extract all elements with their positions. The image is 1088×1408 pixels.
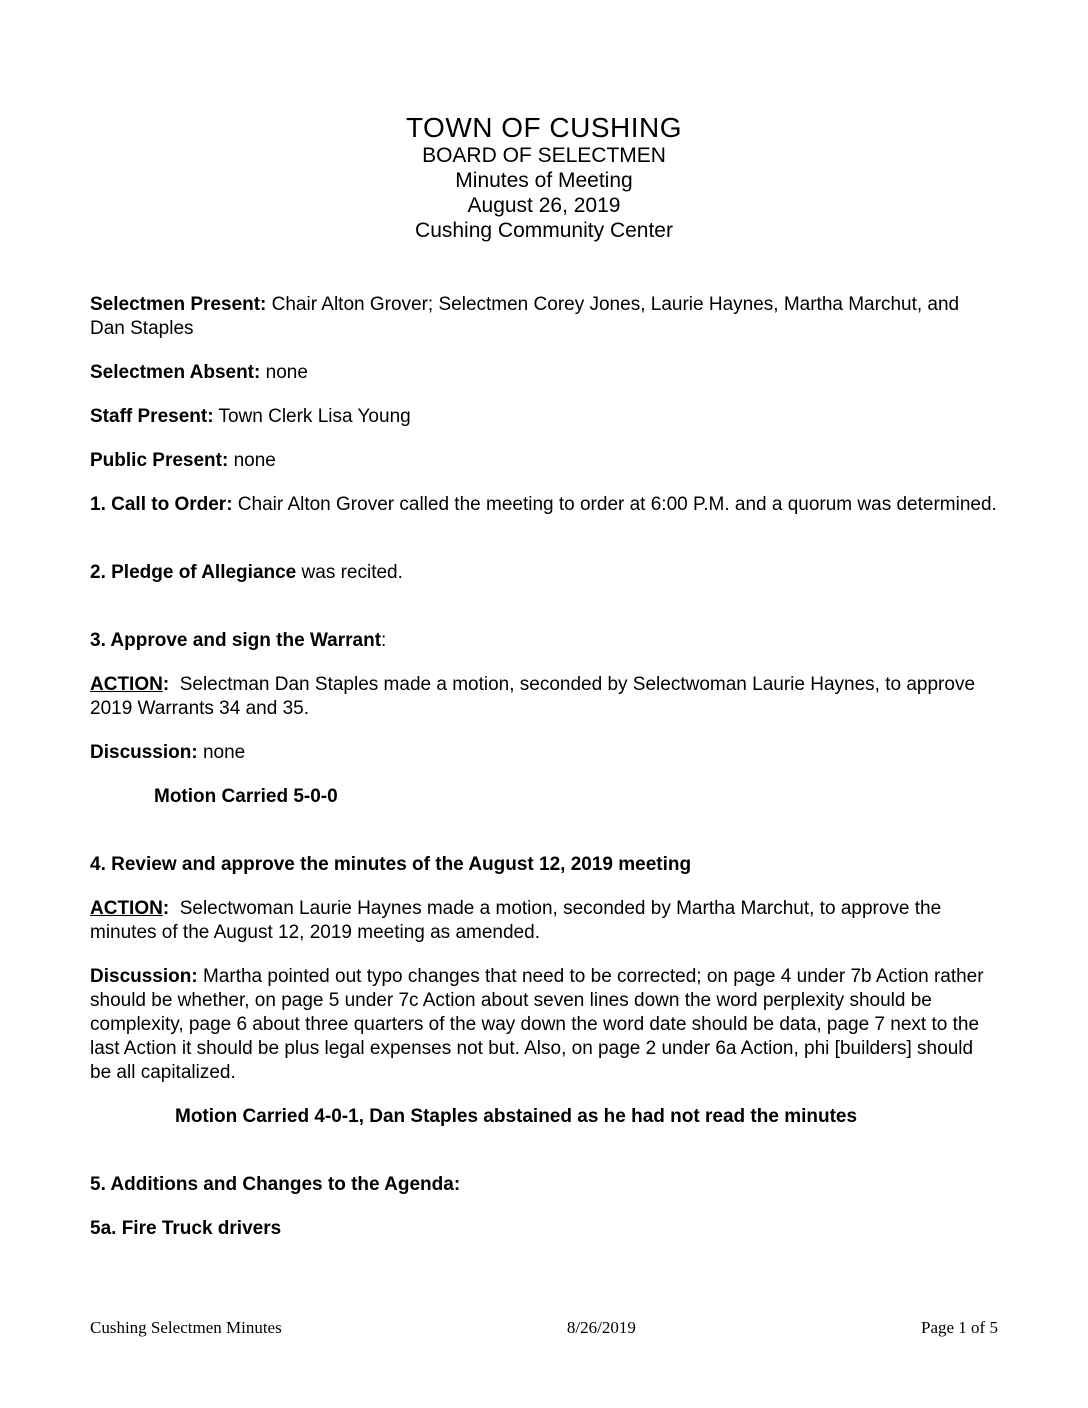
public-present-label: Public Present: [90, 450, 229, 471]
public-present-text: none [228, 450, 276, 471]
motion-carried-item-4 [90, 1105, 998, 1129]
discussion-4-text: Martha pointed out typo changes that need to be corrected; on page 4 under 7b Action rather should be whether, on page 5 under 7c Action about seven lines down the word perplexity should be complexity, page 6 about three quarters of the way down the word date should be data, page 7 next to the last Action it should be plus legal expenses not but. Also, on page 2 under 6a Action, phi [builders] should be all capitalized. [90, 966, 989, 1083]
document-meeting-location: Cushing Community Center [415, 219, 673, 242]
selectmen-absent-text: none [260, 362, 308, 383]
action-4-label: ACTION [90, 898, 163, 919]
paragraph-item-2-pledge [90, 561, 998, 585]
paragraph-selectmen-present [90, 293, 998, 341]
motion-carried-item-4-text: Motion Carried 4-0-1, Dan Staples abstained as he had not read the minutes [175, 1106, 858, 1127]
paragraph-item-1-call-to-order [90, 493, 998, 517]
action-3-colon: : [162, 674, 170, 695]
footer-page-number: Page 1 of 5 [921, 1318, 998, 1337]
staff-present-label: Staff Present: [90, 406, 214, 427]
page-footer [90, 1318, 998, 1338]
action-4-colon: : [162, 898, 170, 919]
selectmen-present-label: Selectmen Present: [90, 294, 267, 315]
action-3-text: Selectman Dan Staples made a motion, seconded by Selectwoman Laurie Haynes, to approve 2019 Warrants 34 and 35. [90, 674, 981, 719]
item-4-heading: 4. Review and approve the minutes of the August 12, 2019 meeting [90, 854, 692, 875]
item-3-colon: : [381, 630, 387, 651]
paragraph-action-3 [90, 673, 998, 721]
paragraph-discussion-4 [90, 965, 998, 1085]
footer-date: 8/26/2019 [566, 1318, 636, 1337]
document-subtitle-board: BOARD OF SELECTMEN [422, 144, 666, 167]
paragraph-item-3-heading [90, 629, 998, 653]
paragraph-staff-present [90, 405, 998, 429]
item-3-heading: 3. Approve and sign the Warrant [90, 630, 382, 651]
discussion-4-label: Discussion: [90, 966, 198, 987]
paragraph-public-present [90, 449, 998, 473]
action-4-text: Selectwoman Laurie Haynes made a motion, seconded by Martha Marchut, to approve the minutes of the August 12, 2019 meeting as amended. [90, 898, 947, 943]
item-2-text: was recited. [296, 562, 403, 583]
item-5-heading: 5. Additions and Changes to the Agenda: [90, 1174, 461, 1195]
motion-carried-item-3 [90, 785, 998, 809]
selectmen-present-text: Chair Alton Grover; Selectmen Corey Jones, Laurie Haynes, Martha Marchut, and Dan Staples [90, 294, 965, 339]
paragraph-selectmen-absent [90, 361, 998, 385]
paragraph-item-4-heading [90, 853, 998, 877]
paragraph-item-5a-heading [90, 1217, 998, 1241]
paragraph-discussion-3 [90, 741, 998, 765]
item-2-label: 2. Pledge of Allegiance [90, 562, 297, 583]
footer-document-name: Cushing Selectmen Minutes [90, 1318, 282, 1337]
motion-carried-item-3-text: Motion Carried 5-0-0 [154, 786, 338, 807]
item-1-label: 1. Call to Order: [90, 494, 233, 515]
paragraph-item-5-heading [90, 1173, 998, 1197]
discussion-3-text: none [197, 742, 246, 763]
document-body [0, 243, 1088, 1241]
document-title-block [0, 0, 1088, 243]
selectmen-absent-label: Selectmen Absent: [90, 362, 261, 383]
document-subtitle-doc-type: Minutes of Meeting [455, 169, 633, 192]
paragraph-action-4 [90, 897, 998, 945]
staff-present-text: Town Clerk Lisa Young [213, 406, 411, 427]
document-meeting-date: August 26, 2019 [467, 194, 621, 217]
action-3-label: ACTION [90, 674, 163, 695]
item-5a-heading: 5a. Fire Truck drivers [90, 1218, 282, 1239]
document-title: TOWN OF CUSHING [405, 112, 683, 143]
item-1-text: Chair Alton Grover called the meeting to order at 6:00 P.M. and a quorum was determined. [232, 494, 997, 515]
discussion-3-label: Discussion: [90, 742, 198, 763]
